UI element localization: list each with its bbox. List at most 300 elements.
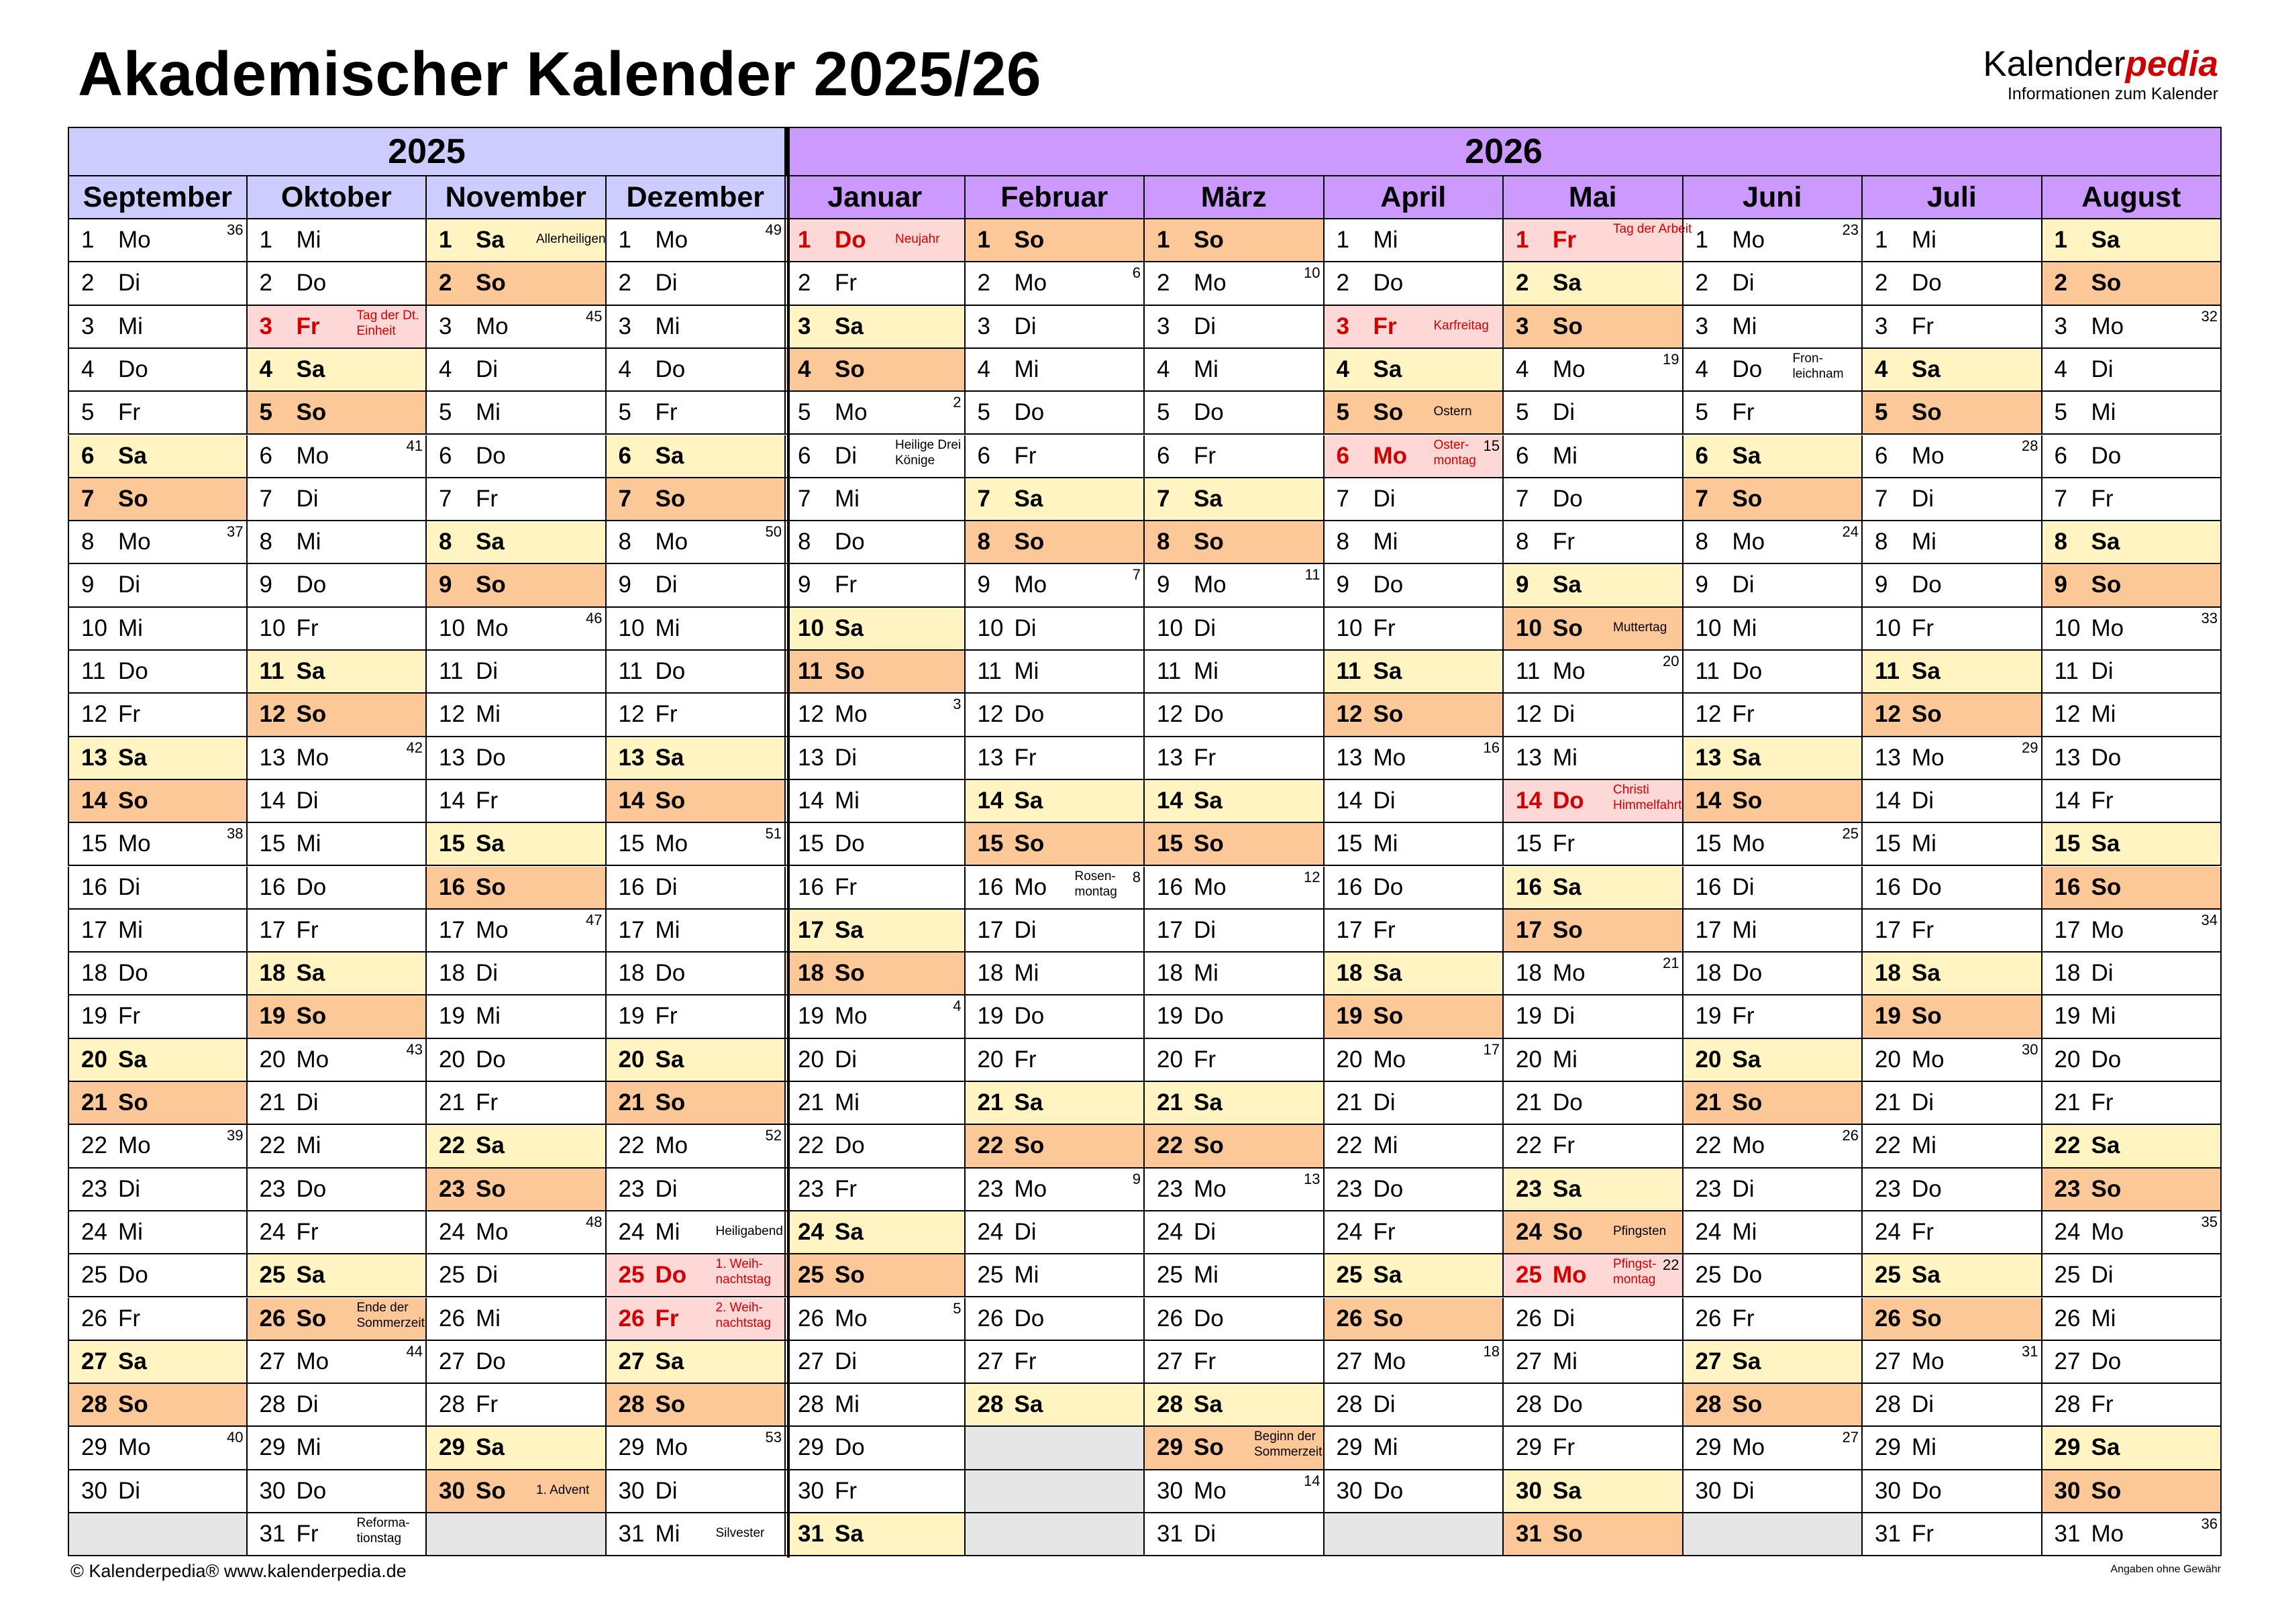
day-cell[interactable] [2042,780,2222,823]
day-cell[interactable] [1145,521,1325,564]
day-cell[interactable] [1684,910,1863,953]
day-cell[interactable] [1684,1427,1863,1470]
day-cell[interactable] [1145,995,1325,1038]
day-cell[interactable] [1863,219,2042,262]
day-cell[interactable] [68,780,248,823]
day-cell[interactable] [1863,521,2042,564]
day-cell[interactable] [2042,478,2222,521]
day-cell[interactable] [68,1254,248,1297]
day-cell[interactable] [966,564,1145,607]
day-cell[interactable] [1325,521,1504,564]
day-cell[interactable] [427,995,607,1038]
day-cell[interactable] [966,1082,1145,1125]
day-cell[interactable] [786,306,966,349]
day-cell[interactable] [786,910,966,953]
day-cell[interactable] [607,780,786,823]
day-cell[interactable] [248,694,427,737]
day-cell[interactable] [607,651,786,694]
day-cell[interactable] [248,1384,427,1427]
day-cell[interactable] [1145,867,1325,910]
day-cell[interactable] [607,392,786,435]
day-cell[interactable] [607,564,786,607]
day-cell[interactable] [1684,1341,1863,1384]
day-cell[interactable] [607,823,786,866]
day-cell[interactable] [1504,219,1692,262]
day-cell[interactable] [427,435,607,478]
day-cell[interactable] [1504,1513,1684,1556]
day-cell[interactable] [68,1298,248,1341]
day-cell[interactable] [1504,995,1684,1038]
day-cell[interactable] [427,823,607,866]
day-cell[interactable] [68,1169,248,1211]
day-cell[interactable] [1684,1384,1863,1427]
day-cell[interactable] [1145,608,1325,651]
day-cell[interactable] [1504,1427,1684,1470]
day-cell[interactable] [68,1211,248,1254]
day-cell[interactable] [966,995,1145,1038]
day-cell[interactable] [966,953,1145,995]
day-cell[interactable] [248,867,427,910]
day-cell[interactable] [607,1211,786,1254]
day-cell[interactable] [1504,349,1684,392]
day-cell[interactable] [1504,392,1684,435]
day-cell[interactable] [1863,1211,2042,1254]
day-cell[interactable] [427,1125,607,1168]
day-cell[interactable] [427,1470,607,1513]
day-cell[interactable] [966,262,1145,305]
day-cell[interactable] [1863,651,2042,694]
day-cell[interactable] [427,608,607,651]
day-cell[interactable] [607,867,786,910]
day-cell[interactable] [1145,780,1325,823]
day-cell[interactable] [68,953,248,995]
day-cell[interactable] [966,1298,1145,1341]
day-cell[interactable] [1145,737,1325,780]
day-cell[interactable] [1863,306,2042,349]
day-cell[interactable] [607,608,786,651]
day-cell[interactable] [248,823,427,866]
day-cell[interactable] [1504,478,1684,521]
day-cell[interactable] [248,1082,427,1125]
day-cell[interactable] [68,478,248,521]
day-cell[interactable] [1145,1254,1325,1297]
day-cell[interactable] [1863,349,2042,392]
day-cell[interactable] [1684,1082,1863,1125]
day-cell[interactable] [786,1082,966,1125]
day-cell[interactable] [1863,478,2042,521]
day-cell[interactable] [1863,953,2042,995]
day-cell[interactable] [1325,435,1504,478]
day-cell[interactable] [427,1169,607,1211]
day-cell[interactable] [607,1169,786,1211]
day-cell[interactable] [966,867,1145,910]
day-cell[interactable] [1684,995,1863,1038]
day-cell[interactable] [427,1082,607,1125]
day-cell[interactable] [1145,694,1325,737]
day-cell[interactable] [966,608,1145,651]
day-cell[interactable] [1145,651,1325,694]
day-cell[interactable] [2042,1427,2222,1470]
day-cell[interactable] [966,1341,1145,1384]
day-cell[interactable] [966,737,1145,780]
day-cell[interactable] [2042,737,2222,780]
day-cell[interactable] [1863,1039,2042,1082]
day-cell[interactable] [248,737,427,780]
day-cell[interactable] [1325,1169,1504,1211]
day-cell[interactable] [1684,608,1863,651]
day-cell[interactable] [1145,1513,1325,1556]
day-cell[interactable] [1145,349,1325,392]
day-cell[interactable] [1684,306,1863,349]
day-cell[interactable] [2042,1298,2222,1341]
day-cell[interactable] [427,1298,607,1341]
day-cell[interactable] [1325,1341,1504,1384]
day-cell[interactable] [1325,349,1504,392]
day-cell[interactable] [1504,1254,1684,1297]
day-cell[interactable] [248,1470,427,1513]
day-cell[interactable] [966,780,1145,823]
day-cell[interactable] [427,1341,607,1384]
day-cell[interactable] [1325,1125,1504,1168]
day-cell[interactable] [68,694,248,737]
day-cell[interactable] [1863,1082,2042,1125]
day-cell[interactable] [1504,564,1684,607]
kalenderpedia-logo[interactable] [1983,44,2218,103]
day-cell[interactable] [966,1039,1145,1082]
day-cell[interactable] [1504,1125,1684,1168]
day-cell[interactable] [1504,1384,1684,1427]
day-cell[interactable] [427,1427,607,1470]
day-cell[interactable] [1325,780,1504,823]
day-cell[interactable] [68,1125,248,1168]
day-cell[interactable] [1325,1082,1504,1125]
day-cell[interactable] [786,521,966,564]
day-cell[interactable] [2042,1169,2222,1211]
day-cell[interactable] [427,564,607,607]
day-cell[interactable] [1145,1427,1325,1470]
day-cell[interactable] [68,910,248,953]
day-cell[interactable] [68,823,248,866]
day-cell[interactable] [786,995,966,1038]
day-cell[interactable] [2042,219,2222,262]
day-cell[interactable] [1325,392,1504,435]
day-cell[interactable] [68,219,248,262]
day-cell[interactable] [427,306,607,349]
day-cell[interactable] [68,737,248,780]
day-cell[interactable] [427,1039,607,1082]
day-cell[interactable] [966,306,1145,349]
day-cell[interactable] [1863,995,2042,1038]
day-cell[interactable] [248,1427,427,1470]
day-cell[interactable] [68,995,248,1038]
day-cell[interactable] [1684,1470,1863,1513]
day-cell[interactable] [68,1082,248,1125]
day-cell[interactable] [2042,1039,2222,1082]
day-cell[interactable] [68,608,248,651]
day-cell[interactable] [1325,995,1504,1038]
day-cell[interactable] [786,1470,966,1513]
day-cell[interactable] [966,521,1145,564]
day-cell[interactable] [1504,1211,1684,1254]
day-cell[interactable] [966,478,1145,521]
day-cell[interactable] [68,306,248,349]
day-cell[interactable] [1684,478,1863,521]
day-cell[interactable] [248,1254,427,1297]
day-cell[interactable] [607,1298,786,1341]
day-cell[interactable] [1325,694,1504,737]
day-cell[interactable] [1325,1427,1504,1470]
day-cell[interactable] [1504,823,1684,866]
day-cell[interactable] [786,651,966,694]
day-cell[interactable] [1504,435,1684,478]
day-cell[interactable] [1145,564,1325,607]
day-cell[interactable] [1863,1470,2042,1513]
day-cell[interactable] [1863,1513,2042,1556]
day-cell[interactable] [1145,910,1325,953]
day-cell[interactable] [427,349,607,392]
day-cell[interactable] [2042,1513,2222,1556]
day-cell[interactable] [1504,1298,1684,1341]
day-cell[interactable] [248,1211,427,1254]
day-cell[interactable] [786,1169,966,1211]
day-cell[interactable] [1684,1298,1863,1341]
day-cell[interactable] [1504,694,1684,737]
day-cell[interactable] [1684,392,1863,435]
day-cell[interactable] [1325,564,1504,607]
day-cell[interactable] [1863,262,2042,305]
day-cell[interactable] [1684,780,1863,823]
day-cell[interactable] [248,1169,427,1211]
day-cell[interactable] [1325,867,1504,910]
day-cell[interactable] [2042,349,2222,392]
day-cell[interactable] [1863,867,2042,910]
day-cell[interactable] [1325,1211,1504,1254]
day-cell[interactable] [427,262,607,305]
day-cell[interactable] [1863,1125,2042,1168]
day-cell[interactable] [68,1384,248,1427]
day-cell[interactable] [1145,1039,1325,1082]
day-cell[interactable] [786,1384,966,1427]
day-cell[interactable] [2042,306,2222,349]
day-cell[interactable] [1504,262,1684,305]
day-cell[interactable] [1863,1254,2042,1297]
day-cell[interactable] [966,219,1145,262]
day-cell[interactable] [1504,1470,1684,1513]
day-cell[interactable] [1145,1125,1325,1168]
day-cell[interactable] [786,1039,966,1082]
day-cell[interactable] [1145,1211,1325,1254]
day-cell[interactable] [786,823,966,866]
day-cell[interactable] [1863,780,2042,823]
day-cell[interactable] [248,910,427,953]
day-cell[interactable] [2042,953,2222,995]
day-cell[interactable] [607,910,786,953]
day-cell[interactable] [248,349,427,392]
day-cell[interactable] [607,219,786,262]
day-cell[interactable] [1325,306,1504,349]
day-cell[interactable] [68,1470,248,1513]
day-cell[interactable] [1863,737,2042,780]
day-cell[interactable] [2042,1082,2222,1125]
day-cell[interactable] [68,1427,248,1470]
day-cell[interactable] [2042,1384,2222,1427]
day-cell[interactable] [1325,1384,1504,1427]
day-cell[interactable] [607,521,786,564]
day-cell[interactable] [607,306,786,349]
day-cell[interactable] [786,219,966,262]
day-cell[interactable] [1684,435,1863,478]
day-cell[interactable] [427,1211,607,1254]
day-cell[interactable] [248,953,427,995]
day-cell[interactable] [1684,1211,1863,1254]
day-cell[interactable] [1684,651,1863,694]
day-cell[interactable] [1504,1341,1684,1384]
day-cell[interactable] [427,1384,607,1427]
day-cell[interactable] [1325,910,1504,953]
day-cell[interactable] [1504,780,1684,823]
day-cell[interactable] [1145,306,1325,349]
day-cell[interactable] [427,953,607,995]
day-cell[interactable] [1863,1341,2042,1384]
day-cell[interactable] [786,478,966,521]
day-cell[interactable] [607,262,786,305]
day-cell[interactable] [248,608,427,651]
day-cell[interactable] [427,521,607,564]
day-cell[interactable] [1145,478,1325,521]
day-cell[interactable] [1684,737,1863,780]
day-cell[interactable] [248,1341,427,1384]
day-cell[interactable] [2042,608,2222,651]
day-cell[interactable] [1863,1298,2042,1341]
day-cell[interactable] [1863,1384,2042,1427]
day-cell[interactable] [607,694,786,737]
day-cell[interactable] [1504,608,1684,651]
day-cell[interactable] [248,478,427,521]
day-cell[interactable] [2042,564,2222,607]
day-cell[interactable] [966,435,1145,478]
day-cell[interactable] [966,910,1145,953]
day-cell[interactable] [248,1513,427,1556]
day-cell[interactable] [1145,1341,1325,1384]
day-cell[interactable] [1325,262,1504,305]
day-cell[interactable] [68,349,248,392]
day-cell[interactable] [248,435,427,478]
day-cell[interactable] [427,694,607,737]
day-cell[interactable] [248,392,427,435]
day-cell[interactable] [1863,694,2042,737]
day-cell[interactable] [2042,910,2222,953]
day-cell[interactable] [1863,392,2042,435]
day-cell[interactable] [68,564,248,607]
day-cell[interactable] [1504,910,1684,953]
day-cell[interactable] [2042,1470,2222,1513]
day-cell[interactable] [1504,953,1684,995]
day-cell[interactable] [427,1254,607,1297]
day-cell[interactable] [1145,823,1325,866]
day-cell[interactable] [966,392,1145,435]
day-cell[interactable] [1504,1082,1684,1125]
day-cell[interactable] [1863,823,2042,866]
day-cell[interactable] [966,651,1145,694]
day-cell[interactable] [607,1427,786,1470]
day-cell[interactable] [2042,867,2222,910]
day-cell[interactable] [427,219,607,262]
day-cell[interactable] [248,564,427,607]
day-cell[interactable] [1504,867,1684,910]
day-cell[interactable] [68,1039,248,1082]
day-cell[interactable] [1504,651,1684,694]
day-cell[interactable] [966,823,1145,866]
day-cell[interactable] [786,867,966,910]
day-cell[interactable] [68,651,248,694]
day-cell[interactable] [1684,349,1863,392]
day-cell[interactable] [1863,1169,2042,1211]
day-cell[interactable] [786,737,966,780]
day-cell[interactable] [2042,262,2222,305]
day-cell[interactable] [1325,1039,1504,1082]
day-cell[interactable] [2042,1341,2222,1384]
day-cell[interactable] [607,1254,786,1297]
day-cell[interactable] [2042,435,2222,478]
day-cell[interactable] [427,651,607,694]
day-cell[interactable] [786,564,966,607]
day-cell[interactable] [248,1125,427,1168]
day-cell[interactable] [248,521,427,564]
day-cell[interactable] [786,1211,966,1254]
day-cell[interactable] [1145,392,1325,435]
day-cell[interactable] [68,435,248,478]
day-cell[interactable] [1684,823,1863,866]
day-cell[interactable] [1325,219,1504,262]
day-cell[interactable] [1504,1039,1684,1082]
day-cell[interactable] [1145,1082,1325,1125]
day-cell[interactable] [68,867,248,910]
day-cell[interactable] [786,953,966,995]
day-cell[interactable] [427,392,607,435]
day-cell[interactable] [1325,608,1504,651]
day-cell[interactable] [607,737,786,780]
day-cell[interactable] [607,995,786,1038]
day-cell[interactable] [1325,953,1504,995]
day-cell[interactable] [1325,1470,1504,1513]
day-cell[interactable] [1325,823,1504,866]
day-cell[interactable] [1684,521,1863,564]
day-cell[interactable] [607,435,786,478]
day-cell[interactable] [607,953,786,995]
day-cell[interactable] [607,1513,786,1556]
day-cell[interactable] [1145,219,1325,262]
day-cell[interactable] [1145,1470,1325,1513]
day-cell[interactable] [1684,219,1863,262]
day-cell[interactable] [607,349,786,392]
day-cell[interactable] [68,1341,248,1384]
day-cell[interactable] [1145,1298,1325,1341]
day-cell[interactable] [1325,737,1504,780]
day-cell[interactable] [786,780,966,823]
day-cell[interactable] [1504,1169,1684,1211]
day-cell[interactable] [786,1298,966,1341]
day-cell[interactable] [248,219,427,262]
day-cell[interactable] [1684,564,1863,607]
day-cell[interactable] [966,1169,1145,1211]
day-cell[interactable] [427,780,607,823]
day-cell[interactable] [2042,1125,2222,1168]
day-cell[interactable] [786,1513,966,1556]
day-cell[interactable] [786,608,966,651]
day-cell[interactable] [1863,608,2042,651]
day-cell[interactable] [786,435,966,478]
day-cell[interactable] [786,392,966,435]
